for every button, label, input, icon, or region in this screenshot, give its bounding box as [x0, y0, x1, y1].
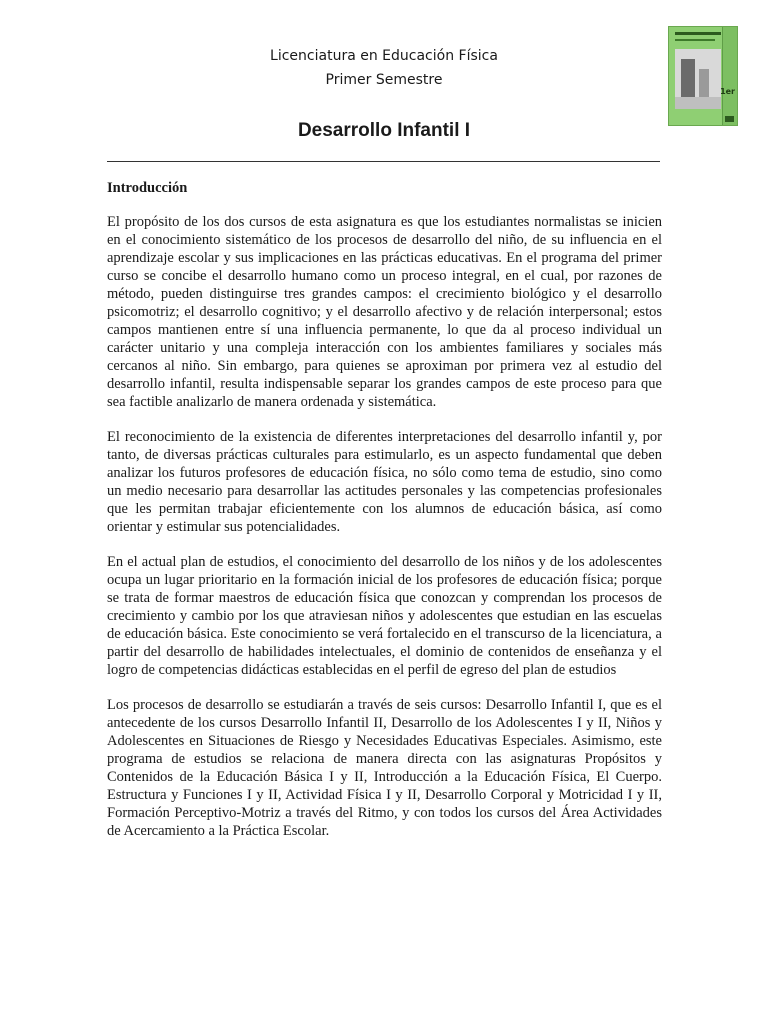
cover-spine-strip	[722, 27, 737, 126]
cover-photo	[675, 49, 721, 109]
paragraph-2: El reconocimiento de la existencia de diferentes interpretaciones del desarrollo infantil y, por tanto, de diversas prácticas culturales para estimularlo, es un aspecto fundamental que deben analizar los futuros profesores de educación física, no sólo como tema de estudio, sino como un medio necesario para desarrollar las actitudes personales y las competencias profesionales que les permitan trabajar eficientemente con los alumnos de educación básica, así como orientar y estimular sus potencialidades.	[107, 429, 662, 535]
body-text	[107, 213, 662, 857]
program-name: Licenciatura en Educación Física	[270, 48, 498, 64]
section-heading: Introducción	[107, 180, 188, 196]
semester-label: Primer Semestre	[325, 72, 443, 88]
title-divider	[107, 161, 660, 162]
document-title: Desarrollo Infantil I	[297, 120, 471, 141]
book-cover-thumbnail	[668, 26, 738, 126]
paragraph-1: El propósito de los dos cursos de esta asignatura es que los estudiantes normalistas se inicien en el conocimiento sistemático de los procesos de desarrollo del niño, de su influencia en el aprendizaje escolar y sus implicaciones en las prácticas educativas. En el programa del primer curso se concibe el desarrollo humano como un proceso integral, en el cual, por razones de método, pueden distinguirse tres grandes campos: el crecimiento biológico y el desarrollo psicomotriz; el desarrollo cognitivo; y el desarrollo afectivo y de relación interpersonal; estos campos mantienen entre sí una influencia permanente, lo que da al proceso individual un carácter unitario y una compleja interacción con los ambientes familiares y sociales más cercanos al niño. Sin embargo, para quienes se aproximan por primera vez al estudio del desarrollo infantil, resulta indispensable separar los grandes campos de este proceso para que sea factible analizarlo de manera ordenada y sistemática.	[107, 214, 662, 410]
paragraph-3: En el actual plan de estudios, el conocimiento del desarrollo de los niños y de los adolescentes ocupa un lugar prioritario en la formación inicial de los profesores de educación física; porque se trata de formar maestros de educación física que conozcan y comprendan los procesos de crecimiento y cambio por los que atraviesan niños y adolescentes que estudian en las escuelas de educación básica. Este conocimiento se verá fortalecido en el transcurso de la licenciatura, a partir del desarrollo de habilidades intelectuales, el dominio de contenidos de enseñanza y el logro de competencias didácticas establecidas en el perfil de egreso del plan de estudios	[107, 554, 662, 678]
cover-subtitle-bar	[675, 39, 715, 41]
cover-semester-badge: 1er	[720, 87, 735, 96]
cover-title-bar	[675, 32, 721, 35]
paragraph-4: Los procesos de desarrollo se estudiarán a través de seis cursos: Desarrollo Infantil I, que es el antecedente de los cursos Desarrollo Infantil II, Desarrollo de los Adolescentes I y II, Niños y Adolescentes en Situaciones de Riesgo y Necesidades Educativas Especiales. Asimismo, este programa de estudios se relaciona de manera directa con las asignaturas Propósitos y Contenidos de la Educación Básica I y II, Introducción a la Educación Física, El Cuerpo. Estructura y Funciones I y II, Actividad Física I y II, Desarrollo Corporal y Motricidad I y II, Formación Perceptivo-Motriz a través del Ritmo, y con todos los cursos del Área Actividades de Acercamiento a la Práctica Escolar.	[107, 697, 662, 839]
